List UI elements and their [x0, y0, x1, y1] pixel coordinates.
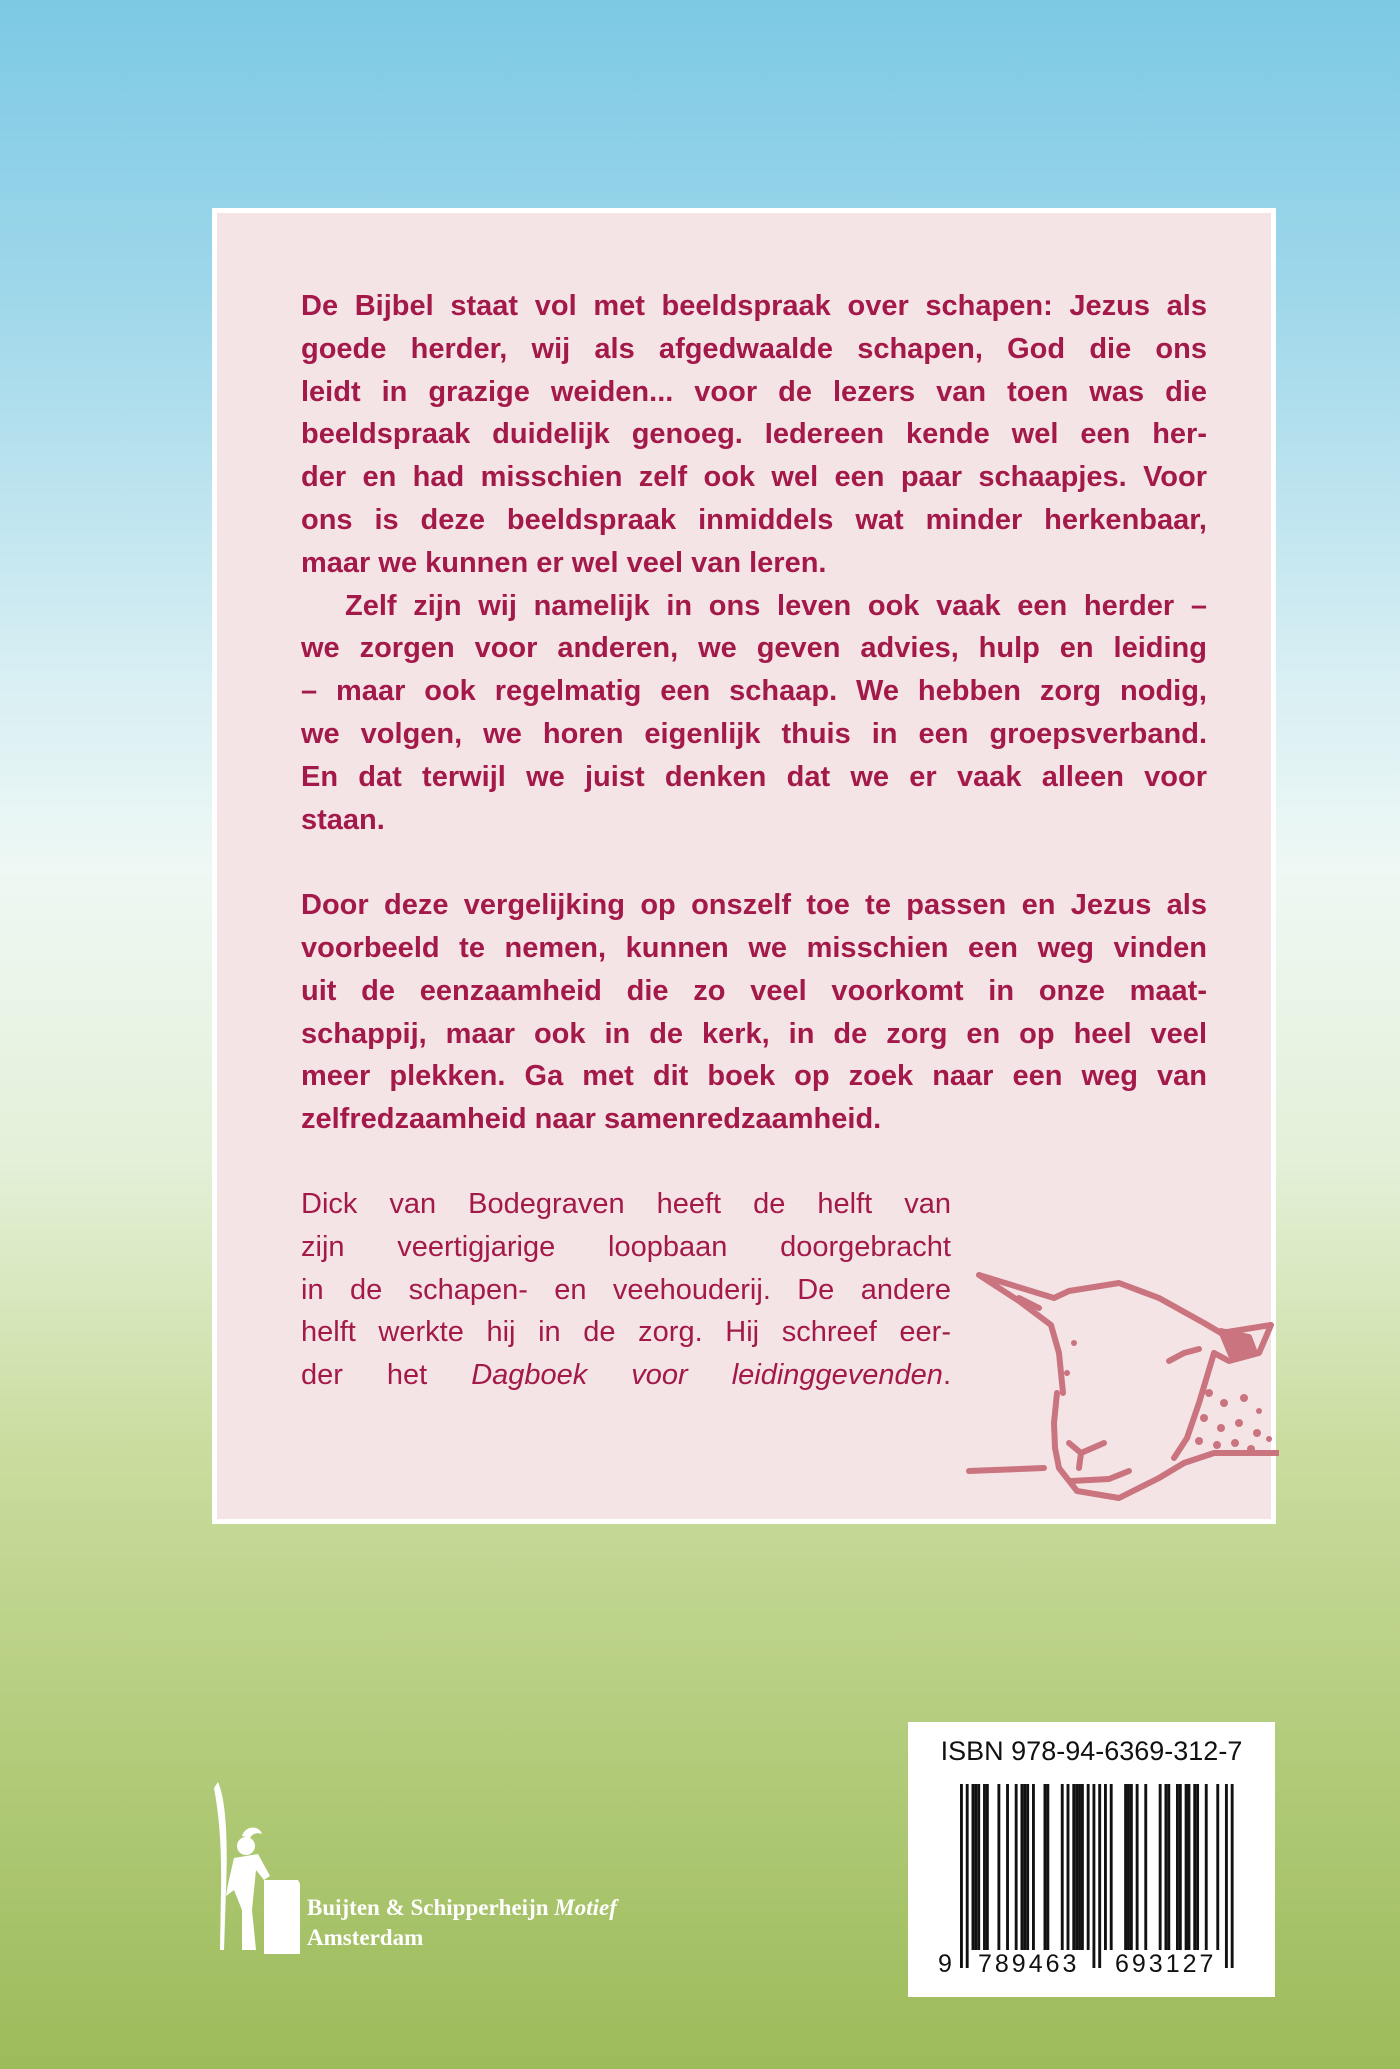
book-title: Dagboek voor leidinggevenden [471, 1359, 943, 1392]
text-line: Dick van Bodegraven heeft de helft van [301, 1188, 951, 1220]
barcode-bars [908, 1722, 1275, 1997]
barcode-bar [1067, 1784, 1070, 1950]
barcode-bar [1179, 1784, 1182, 1950]
text-line: – maar ook regelmatig een schaap. We hebben zorg nodig, [301, 675, 1207, 708]
text-line: Door deze vergelijking op onszelf toe te passen en Jezus als [301, 889, 1207, 922]
barcode-bar [1216, 1784, 1219, 1950]
barcode-bar [1020, 1784, 1023, 1950]
text-line: zijn veertigjarige loopbaan doorgebracht [301, 1230, 951, 1263]
sheep-illustration-icon [959, 1253, 1279, 1513]
barcode-bar [986, 1784, 989, 1950]
barcode-bar [1087, 1784, 1090, 1950]
bio-last-line [301, 1354, 951, 1397]
blurb-text [301, 285, 1207, 1141]
barcode-bar [1130, 1784, 1133, 1950]
barcode-bar [1015, 1784, 1018, 1950]
text-line: voorbeeld te nemen, kunnen we misschien een weg vinden [301, 931, 1207, 964]
text-line: schappij, maar ook in de kerk, in de zorg en op heel veel [301, 1017, 1207, 1050]
barcode-bar [1044, 1784, 1047, 1950]
barcode-bar [1081, 1784, 1084, 1950]
barcode-bar [1092, 1784, 1095, 1968]
barcode-bar [1006, 1784, 1009, 1950]
barcode-bar [1110, 1784, 1113, 1950]
text-line: maar we kunnen er wel veel van leren. [301, 546, 827, 579]
text-line: in de schapen- en veehouderij. De andere [301, 1273, 951, 1306]
barcode-bar [977, 1784, 980, 1950]
barcode-bar [1061, 1784, 1064, 1950]
barcode-bar [972, 1784, 975, 1950]
barcode-bar [983, 1784, 986, 1950]
text-line: ons is deze beeldspraak inmiddels wat minder herkenbaar, [301, 503, 1207, 536]
barcode-bar [1159, 1784, 1162, 1950]
text-line: beeldspraak duidelijk genoeg. Iedereen kende wel een her- [301, 418, 1207, 451]
publisher-label: Buijten & Schipperheijn [307, 1895, 549, 1920]
barcode-bar [1205, 1784, 1208, 1950]
publisher-logo-knight-icon [212, 1780, 302, 1960]
back-cover-panel [212, 208, 1276, 1524]
barcode-left-digits: 789463 [978, 1950, 1080, 1978]
barcode-bar [1046, 1784, 1049, 1950]
text-line: helft werkte hij in de zorg. Hij schreef eer- [301, 1316, 951, 1349]
barcode-bar [1098, 1784, 1101, 1968]
barcode-bar [1176, 1784, 1179, 1950]
barcode-bar [1124, 1784, 1127, 1950]
barcode-bar [1188, 1784, 1191, 1950]
barcode-bar [1026, 1784, 1029, 1950]
text-line: uit de eenzaamheid die zo veel voorkomt in onze maat- [301, 974, 1207, 1007]
text-line: Zelf zijn wij namelijk in ons leven ook vaak een herder – [345, 589, 1207, 622]
barcode-bar [1167, 1784, 1170, 1950]
text-line: En dat terwijl we juist denken dat we er vaak alleen voor [301, 760, 1207, 793]
barcode-bar [997, 1784, 1000, 1950]
isbn-label: ISBN 978-94-6369-312-7 [940, 1736, 1243, 1766]
barcode-first-digit: 9 [938, 1950, 955, 1978]
text-line: staan. [301, 803, 385, 836]
text-line: zelfredzaamheid naar samenredzaamheid. [301, 1103, 882, 1136]
publisher-name [307, 1893, 617, 1953]
barcode-bar [1136, 1784, 1139, 1950]
blurb-paragraph-1 [301, 285, 1207, 585]
text-line: leidt in grazige weiden... voor de lezers van toen was die [301, 375, 1207, 408]
publisher-city: Amsterdam [307, 1925, 424, 1950]
barcode-right-digits: 693127 [1115, 1950, 1217, 1978]
bio-text: . [942, 1359, 952, 1392]
barcode-bar [1196, 1784, 1199, 1950]
author-bio [301, 1183, 951, 1397]
publisher-imprint: Motief [554, 1895, 617, 1920]
barcode-bar [966, 1784, 969, 1968]
blurb-paragraph-2 [301, 585, 1207, 842]
barcode-bar [1104, 1784, 1107, 1950]
bio-text: der het [301, 1359, 472, 1392]
barcode-bar [1127, 1784, 1130, 1950]
barcode-bar [960, 1784, 963, 1968]
text-line: De Bijbel staat vol met beeldspraak over schapen: Jezus als [301, 290, 1207, 322]
text-line: we zorgen voor anderen, we geven advies, hulp en leiding [301, 632, 1207, 665]
text-line: der en had misschien zelf ook wel een paar schaapjes. Voor [301, 461, 1207, 494]
text-line: we volgen, we horen eigenlijk thuis in een groepsverband. [301, 717, 1207, 750]
barcode-bar [1023, 1784, 1026, 1950]
barcode-bar [974, 1784, 977, 1950]
barcode-bar [1144, 1784, 1147, 1950]
barcode-bar [1072, 1784, 1075, 1950]
barcode-bar [1078, 1784, 1081, 1950]
barcode-bar [1225, 1784, 1228, 1968]
text-line: meer plekken. Ga met dit boek op zoek naar een weg van [301, 1060, 1207, 1093]
barcode-bar [1164, 1784, 1167, 1950]
barcode-bar [1231, 1784, 1234, 1968]
isbn-barcode [908, 1722, 1275, 1997]
barcode-bar [1193, 1784, 1196, 1950]
blurb-paragraph-3 [301, 884, 1207, 1141]
barcode-bar [1185, 1784, 1188, 1950]
barcode-bar [1075, 1784, 1078, 1950]
barcode-bar [1032, 1784, 1035, 1950]
text-line: goede herder, wij als afgedwaalde schapen, God die ons [301, 332, 1207, 365]
